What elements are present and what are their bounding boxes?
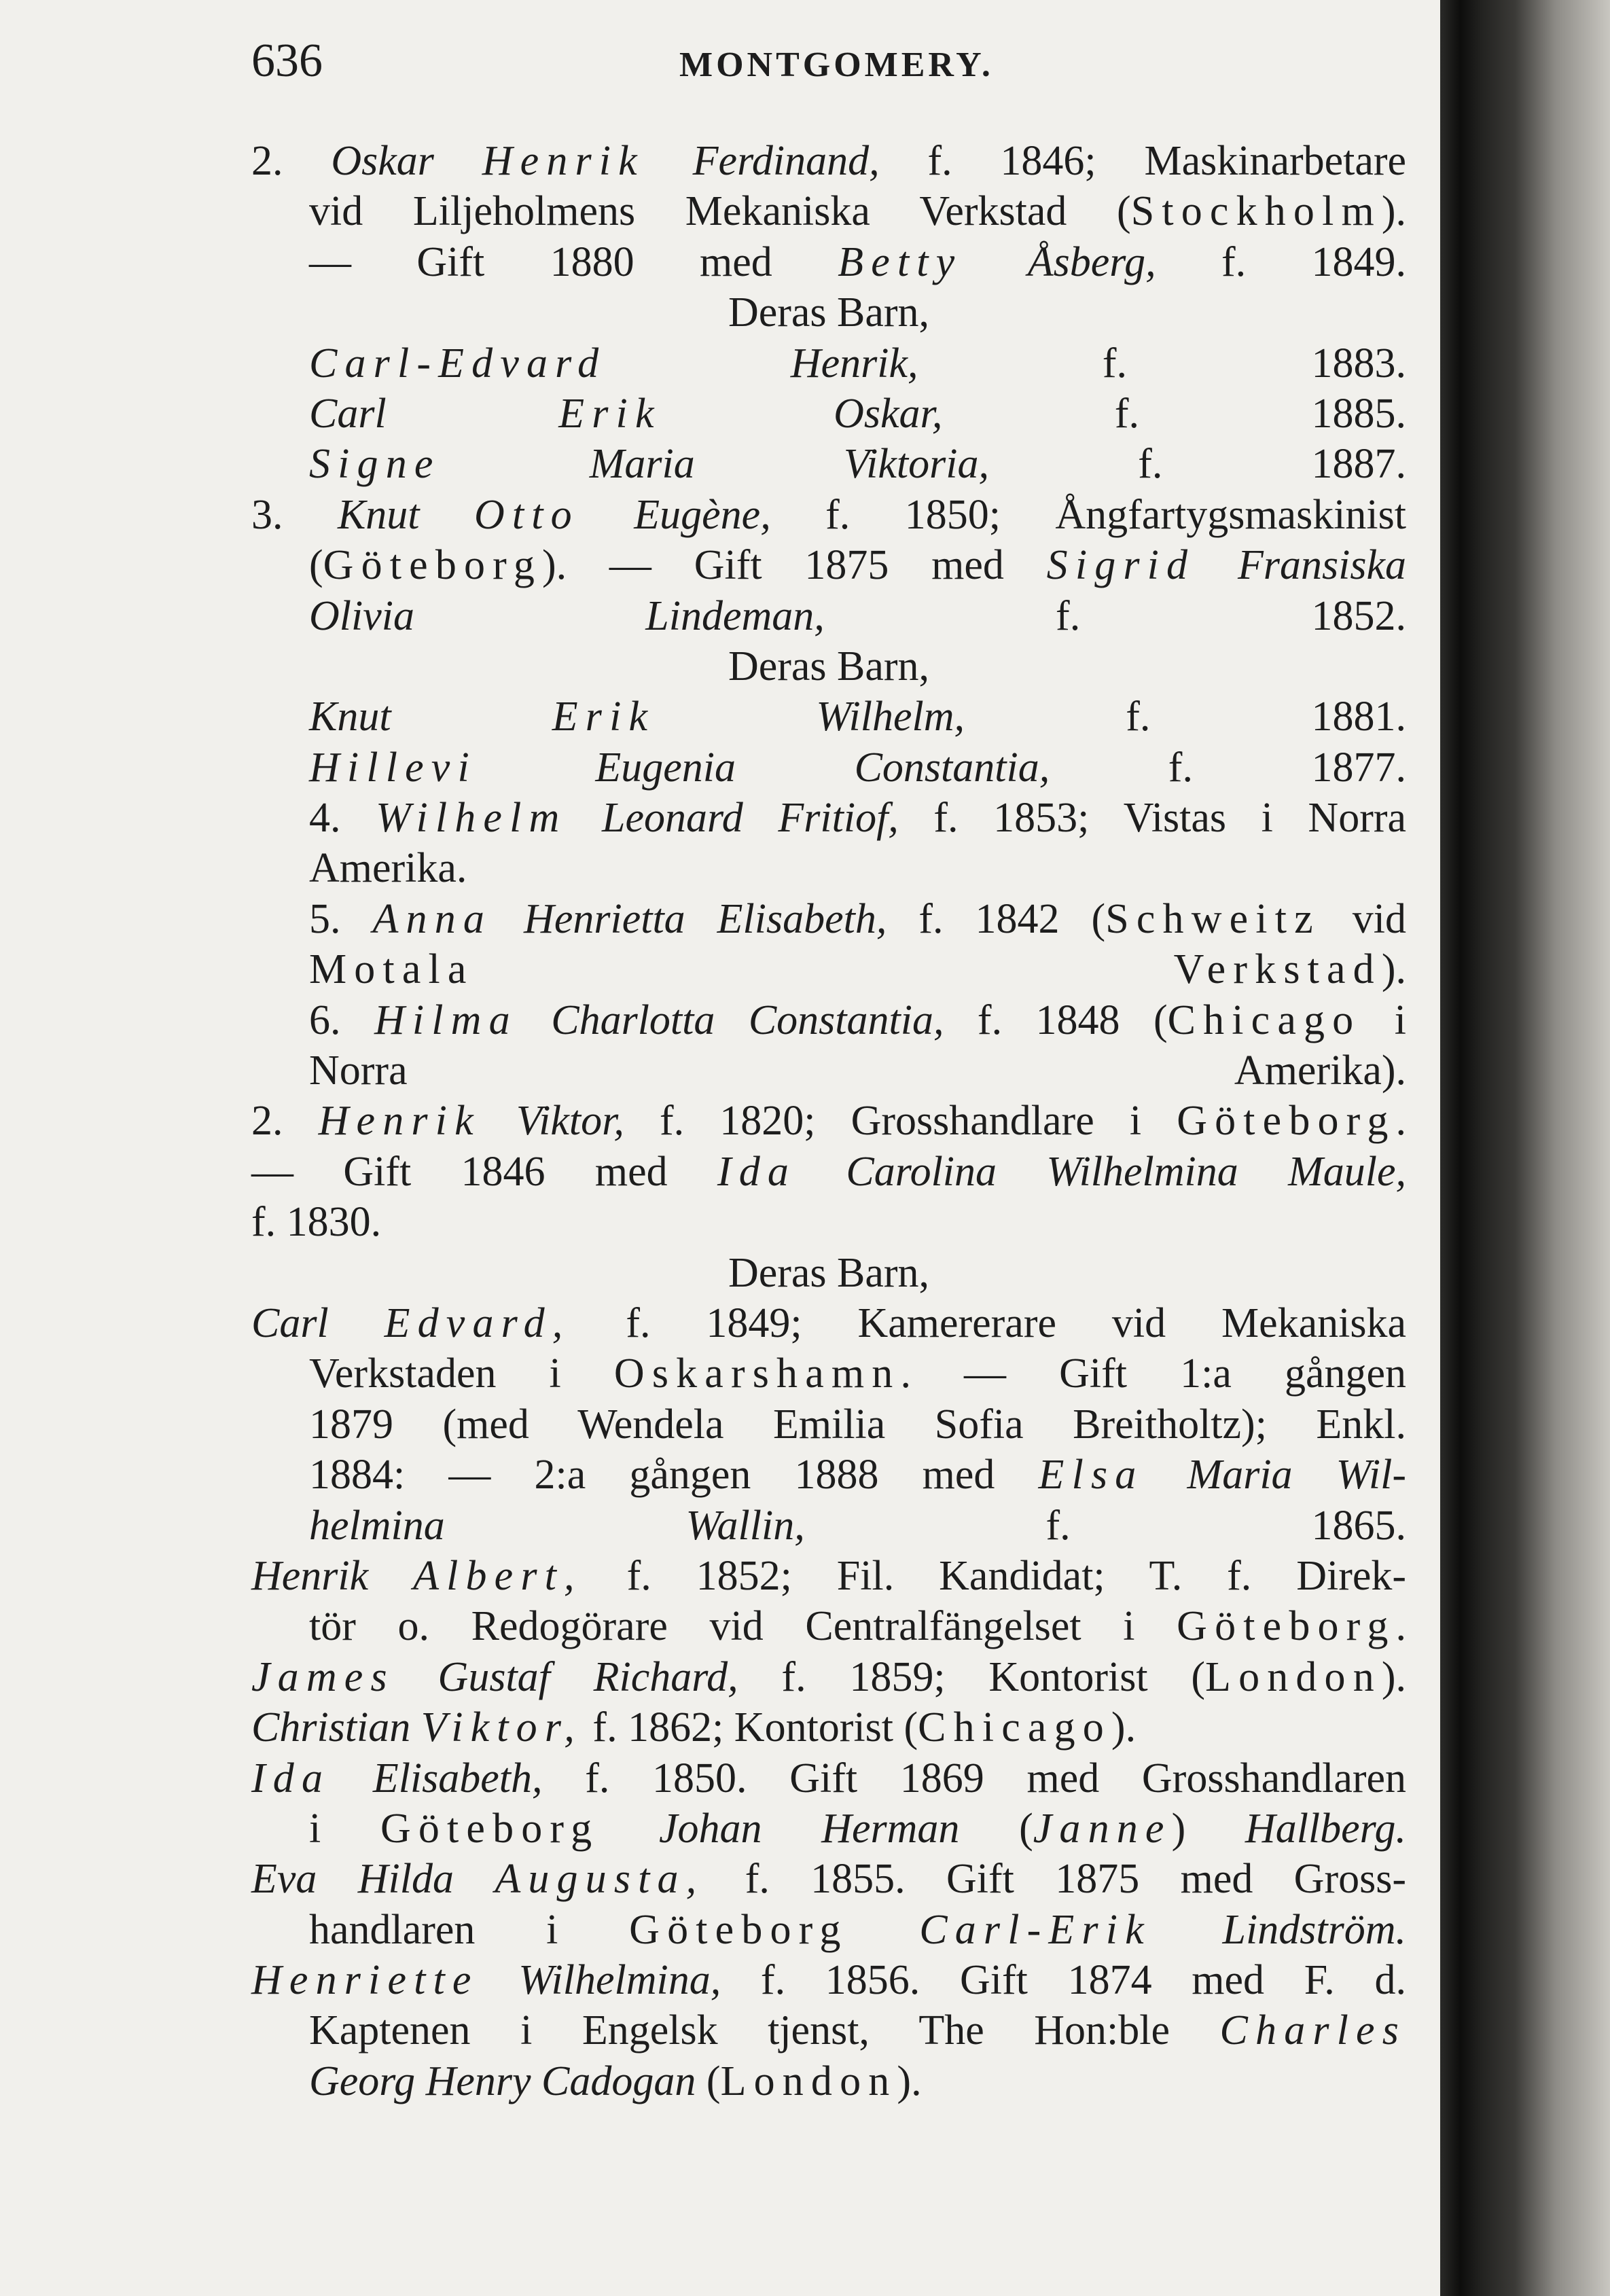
- text-line: [251, 490, 1406, 540]
- name-text: Betty: [838, 238, 963, 285]
- name-text: Janne: [1033, 1805, 1172, 1852]
- name-text: Johan Herman: [658, 1805, 960, 1852]
- body-text: (: [309, 542, 323, 589]
- body-text: .: [1395, 1603, 1406, 1650]
- body-text: Deras Barn,: [728, 643, 930, 689]
- body-text: [420, 492, 474, 538]
- text-line: [309, 793, 1406, 843]
- body-text: f. 1865.: [804, 1502, 1406, 1549]
- body-text: Göteborg: [629, 1906, 848, 1953]
- body-text: London: [720, 2058, 897, 2104]
- name-text: Carl: [251, 1299, 329, 1346]
- text-line: [251, 1753, 1406, 1804]
- text-line: [309, 389, 1406, 439]
- body-text: Norra Amerika).: [309, 1047, 1406, 1094]
- body-text: [434, 138, 482, 184]
- name-text: Carl-Edvard: [309, 340, 607, 387]
- name-text: Ferdinand,: [692, 138, 880, 184]
- body-text: f. 1820; Grosshandlare i: [624, 1098, 1177, 1145]
- name-text: Eva Hilda: [251, 1856, 454, 1903]
- text-line: [309, 944, 1406, 994]
- text-line: [309, 1905, 1406, 1955]
- body-text: [518, 997, 551, 1043]
- body-text: [410, 1704, 421, 1751]
- text-line: [251, 287, 1406, 338]
- body-text: [454, 1856, 495, 1902]
- text-line: [251, 1702, 1406, 1753]
- text-line: [309, 1601, 1406, 1651]
- body-text: f. 1830.: [251, 1199, 382, 1246]
- body-text: 2.: [251, 138, 332, 184]
- name-text: Georg Henry Cadogan: [309, 2058, 696, 2104]
- body-text: 5.: [309, 895, 373, 942]
- name-text: Augusta,: [495, 1856, 704, 1903]
- name-text: Carolina Wilhelmina Maule,: [846, 1148, 1406, 1195]
- name-text: Viktor,: [421, 1704, 582, 1751]
- body-text: [368, 1553, 413, 1599]
- body-text: f. 1853; Vistas i Norra: [898, 795, 1407, 842]
- body-text: [962, 239, 1027, 285]
- name-text: Signe: [309, 441, 441, 488]
- body-text: f. 1848 (: [944, 997, 1168, 1043]
- body-text: Motala Verkstad: [309, 946, 1382, 993]
- body-text: [599, 1806, 659, 1852]
- name-text: Henrik: [318, 1098, 481, 1145]
- name-text: Henrik: [251, 1552, 369, 1599]
- page-number: 636: [251, 35, 323, 87]
- body-text: f. 1850. Gift 1869 med Grosshandlaren: [542, 1755, 1406, 1801]
- body-text: Oskarshamn: [613, 1350, 901, 1397]
- text-line: [309, 843, 1406, 893]
- body-text: [796, 1149, 846, 1195]
- body-text: vid Liljeholmens Mekaniska Verkstad (: [309, 188, 1131, 235]
- name-text: Henrietta Elisabeth,: [524, 895, 887, 942]
- body-text: f. 1877.: [1050, 744, 1407, 791]
- body-text: f. 1855. Gift 1875 med Gross-: [704, 1856, 1407, 1903]
- body-text: ): [1171, 1805, 1245, 1852]
- text-line: [251, 1096, 1406, 1146]
- body-text: [492, 896, 524, 942]
- body-text: [606, 340, 790, 387]
- body-text: 1884: — 2:a gången 1888 med: [309, 1452, 1039, 1499]
- text-line: [309, 338, 1406, 389]
- name-text: Hilma: [374, 997, 518, 1043]
- name-text: Erik: [558, 390, 662, 437]
- name-text: Charlotta Constantia,: [551, 997, 944, 1043]
- text-line: [309, 2005, 1406, 2056]
- text-line: [251, 136, 1406, 186]
- body-text: f. 1881.: [965, 694, 1407, 740]
- text-line: [309, 540, 1406, 590]
- body-text: Schweitz: [1105, 895, 1321, 942]
- name-text: Christian: [251, 1704, 411, 1751]
- body-text: 4.: [309, 795, 376, 842]
- body-text: f. 1862; Kontorist (: [582, 1704, 918, 1751]
- name-text: Elsa: [1038, 1452, 1144, 1499]
- text-line: [309, 894, 1406, 944]
- text-line: [309, 591, 1406, 641]
- name-text: Wilhelmina,: [518, 1957, 721, 2004]
- body-text: [1195, 542, 1238, 588]
- body-text: [1151, 1907, 1223, 1953]
- text-line: [251, 1298, 1406, 1348]
- body-text: vid: [1320, 895, 1407, 942]
- name-text: Viktor,: [516, 1098, 624, 1145]
- body-text: f. 1859; Kontorist (: [738, 1653, 1206, 1700]
- text-line: [309, 237, 1406, 287]
- text-line: [251, 1147, 1406, 1197]
- body-text: — Gift 1846 med: [251, 1148, 717, 1195]
- page-body: [251, 136, 1406, 2106]
- text-line: [309, 1045, 1406, 1096]
- name-text: Carl-Erik: [919, 1906, 1151, 1953]
- body-text: f. 1849.: [1156, 238, 1406, 285]
- name-text: Henriette: [251, 1957, 479, 2004]
- text-line: [251, 1248, 1406, 1298]
- text-line: [309, 2056, 1406, 2106]
- body-text: 1879 (med Wendela Emilia Sofia Breitholtz); Enkl.: [309, 1401, 1406, 1448]
- body-text: [477, 745, 596, 791]
- body-text: ).: [1381, 188, 1406, 235]
- body-text: (: [696, 2058, 721, 2104]
- body-text: Chicago: [1167, 997, 1361, 1043]
- body-text: Göteborg: [1177, 1098, 1396, 1145]
- name-text: Ida: [717, 1148, 797, 1195]
- name-text: Hallberg.: [1245, 1805, 1406, 1852]
- body-text: ).: [897, 2058, 922, 2104]
- body-text: i: [1361, 997, 1407, 1043]
- text-line: [309, 1450, 1406, 1500]
- name-text: helmina Wallin,: [309, 1502, 805, 1549]
- name-text: Oskar,: [834, 390, 943, 437]
- body-text: [481, 1098, 516, 1144]
- text-line: [309, 692, 1406, 742]
- body-text: [387, 391, 559, 437]
- body-text: ).: [1381, 946, 1406, 993]
- text-line: [251, 1955, 1406, 2005]
- text-line: [309, 439, 1406, 489]
- body-text: Kaptenen i Engelsk tjenst, The Hon:ble: [309, 2007, 1220, 2054]
- body-text: f. 1883.: [918, 340, 1407, 387]
- body-text: (: [959, 1805, 1033, 1852]
- body-text: handlaren i: [309, 1906, 630, 1953]
- name-text: Charles: [1219, 2007, 1406, 2054]
- body-text: [848, 1907, 919, 1953]
- text-line: [251, 1197, 1406, 1247]
- body-text: [441, 441, 590, 487]
- body-text: f. 1887.: [989, 441, 1407, 488]
- name-text: Maria Viktoria,: [589, 441, 990, 488]
- name-text: Maria Wil-: [1187, 1452, 1406, 1499]
- body-text: Göteborg: [380, 1805, 600, 1852]
- body-text: Göteborg: [323, 542, 542, 589]
- name-text: James: [251, 1653, 395, 1700]
- name-text: Knut: [309, 694, 391, 740]
- body-text: [645, 138, 693, 184]
- name-text: Åsberg,: [1027, 238, 1156, 285]
- body-text: i: [309, 1805, 380, 1852]
- body-text: [395, 1654, 438, 1700]
- name-text: Ida: [251, 1755, 331, 1801]
- body-text: f. 1885.: [942, 390, 1406, 437]
- body-text: [329, 1300, 384, 1346]
- page-header: [251, 34, 1399, 102]
- body-text: f. 1850; Ångfartygsmaskinist: [770, 491, 1406, 538]
- body-text: — Gift 1880 med: [309, 238, 838, 285]
- text-line: [251, 1551, 1406, 1601]
- name-text: Olivia Lindeman,: [309, 592, 825, 639]
- body-text: 3.: [251, 491, 338, 538]
- name-text: Henrik,: [790, 340, 918, 387]
- name-text: Knut: [337, 491, 420, 538]
- body-text: 6.: [309, 997, 374, 1043]
- name-text: Lindström.: [1222, 1906, 1406, 1953]
- name-text: Sigrid: [1046, 542, 1196, 589]
- book-spine-shadow: [1440, 0, 1610, 2296]
- text-line: [309, 1501, 1406, 1551]
- body-text: .: [1395, 1098, 1407, 1145]
- name-text: Albert,: [413, 1552, 582, 1599]
- text-line: [251, 1652, 1406, 1702]
- text-line: [309, 1348, 1406, 1399]
- name-text: Carl: [309, 390, 387, 437]
- body-text: [579, 492, 634, 538]
- body-text: Deras Barn,: [728, 1249, 930, 1296]
- text-line: [309, 186, 1406, 236]
- body-text: Stockholm: [1130, 188, 1382, 235]
- name-text: Edvard,: [384, 1299, 571, 1346]
- text-line: [251, 641, 1406, 692]
- name-text: Hillevi: [309, 744, 477, 791]
- body-text: [1143, 1452, 1187, 1498]
- body-text: f. 1846; Maskinarbetare: [879, 138, 1407, 184]
- text-line: [309, 995, 1406, 1045]
- name-text: Oskar: [331, 138, 434, 184]
- body-text: 2.: [251, 1098, 319, 1145]
- name-text: Leonard Fritiof,: [601, 795, 899, 842]
- name-text: Henrik: [482, 138, 645, 184]
- body-text: [330, 1755, 373, 1801]
- body-text: ). — Gift 1875 med: [541, 542, 1047, 589]
- name-text: Elisabeth,: [372, 1755, 543, 1801]
- body-text: Amerika.: [309, 845, 467, 892]
- body-text: f. 1852.: [824, 592, 1406, 639]
- name-text: Anna: [372, 895, 493, 942]
- text-line: [309, 742, 1406, 793]
- body-text: Deras Barn,: [728, 289, 930, 336]
- name-text: Otto: [473, 491, 579, 538]
- body-text: f. 1852; Fil. Kandidat; T. f. Direk-: [582, 1552, 1407, 1599]
- name-text: Eugenia Constantia,: [595, 744, 1050, 791]
- body-text: [479, 1957, 519, 2003]
- running-title: MONTGOMERY.: [679, 46, 994, 84]
- name-text: Gustaf Richard,: [437, 1653, 738, 1700]
- name-text: Wilhelm: [376, 795, 567, 842]
- body-text: ).: [1111, 1704, 1137, 1751]
- body-text: ).: [1381, 1653, 1407, 1700]
- body-text: London: [1205, 1653, 1382, 1700]
- body-text: . — Gift 1:a gången: [900, 1350, 1406, 1397]
- body-text: [662, 391, 834, 437]
- body-text: [391, 694, 552, 740]
- body-text: f. 1849; Kamererare vid Mekaniska: [570, 1299, 1407, 1346]
- text-line: [309, 1399, 1406, 1450]
- body-text: [655, 694, 816, 740]
- body-text: f. 1842 (: [887, 895, 1106, 942]
- body-text: f. 1856. Gift 1874 med F. d.: [721, 1957, 1407, 2004]
- body-text: Chicago: [918, 1704, 1111, 1751]
- name-text: Wilhelm,: [816, 694, 965, 740]
- name-text: Eugène,: [634, 491, 771, 538]
- body-text: tör o. Redogörare vid Centralfängelset i: [309, 1603, 1177, 1650]
- body-text: [567, 795, 602, 841]
- body-text: Göteborg: [1177, 1603, 1396, 1650]
- name-text: Erik: [552, 694, 656, 740]
- text-line: [309, 1804, 1406, 1854]
- text-line: [251, 1854, 1406, 1904]
- name-text: Fransiska: [1238, 542, 1407, 589]
- body-text: Verkstaden i: [309, 1350, 614, 1397]
